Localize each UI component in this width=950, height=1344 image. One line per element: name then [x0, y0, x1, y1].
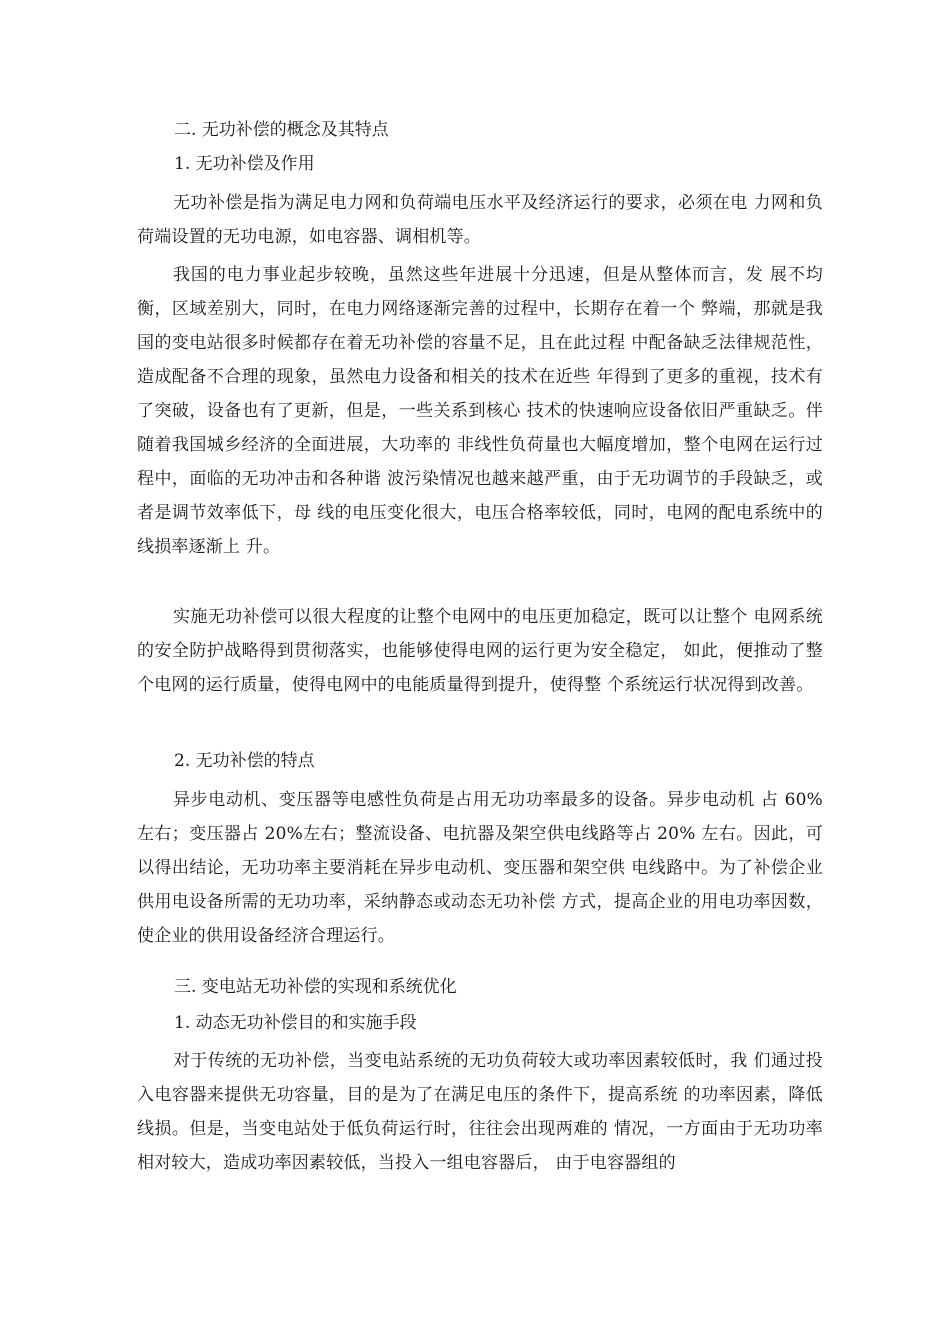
- section-heading-2: 二. 无功补偿的概念及其特点: [174, 120, 389, 140]
- paragraph-4: 异步电动机、变压器等电感性负荷是占用无功功率最多的设备。异步电动机 占 60%左右；变压器占 20%左右；整流设备、电抗器及架空供电线路等占 20% 左右。因此，可以得出结论，无功功率主要消耗在异步电动机、变压器和架空供 电线路中。为了补偿企业供用电设备所需的无功功率，采纳静态或动态无功补偿 方式，提高企业的用电功率因数，使企业的供用设备经济合理运行。: [137, 790, 823, 946]
- subsection-heading-3: 1. 动态无功补偿目的和实施手段: [174, 1013, 417, 1033]
- subsection-heading-1: 1. 无功补偿及作用: [174, 154, 315, 174]
- paragraph-3: 实施无功补偿可以很大程度的让整个电网中的电压更加稳定，既可以让整个 电网系统的安全防护战略得到贯彻落实，也能够使得电网的运行更为安全稳定， 如此，便推动了整个电网的运行质量，使得电网中的电能质量得到提升，使得整 个系统运行状况得到改善。: [137, 607, 823, 695]
- section-heading-3: 三. 变电站无功补偿的实现和系统优化: [174, 977, 457, 997]
- paragraph-2: 我国的电力事业起步较晚，虽然这些年进展十分迅速，但是从整体而言，发 展不均衡，区域差别大，同时，在电力网络逐渐完善的过程中，长期存在着一个 弊端，那就是我国的变电站很多时候都存在着无功补偿的容量不足，且在此过程 中配备缺乏法律规范性，造成配备不合理的现象，虽然电力设备和相关的技术在近些 年得到了更多的重视，技术有了突破，设备也有了更新，但是，一些关系到核心 技术的快速响应设备依旧严重缺乏。伴随着我国城乡经济的全面进展，大功率的 非线性负荷量也大幅度增加，整个电网在运行过程中，面临的无功冲击和各种谐 波污染情况也越来越严重，由于无功调节的手段缺乏，或者是调节效率低下，母 线的电压变化很大，电压合格率较低，同时，电网的配电系统中的线损率逐渐上 升。: [137, 265, 823, 557]
- paragraph-1: 无功补偿是指为满足电力网和负荷端电压水平及经济运行的要求，必须在电 力网和负荷端设置的无功电源，如电容器、调相机等。: [137, 193, 823, 247]
- subsection-heading-2: 2. 无功补偿的特点: [174, 751, 315, 771]
- paragraph-5: 对于传统的无功补偿，当变电站系统的无功负荷较大或功率因素较低时，我 们通过投入电容器来提供无功容量，目的是为了在满足电压的条件下，提高系统 的功率因素，降低线损。但是，当变电站处于低负荷运行时，往往会出现两难的 情况，一方面由于无功功率相对较大，造成功率因素较低，当投入一组电容器后， 由于电容器组的: [137, 1051, 823, 1173]
